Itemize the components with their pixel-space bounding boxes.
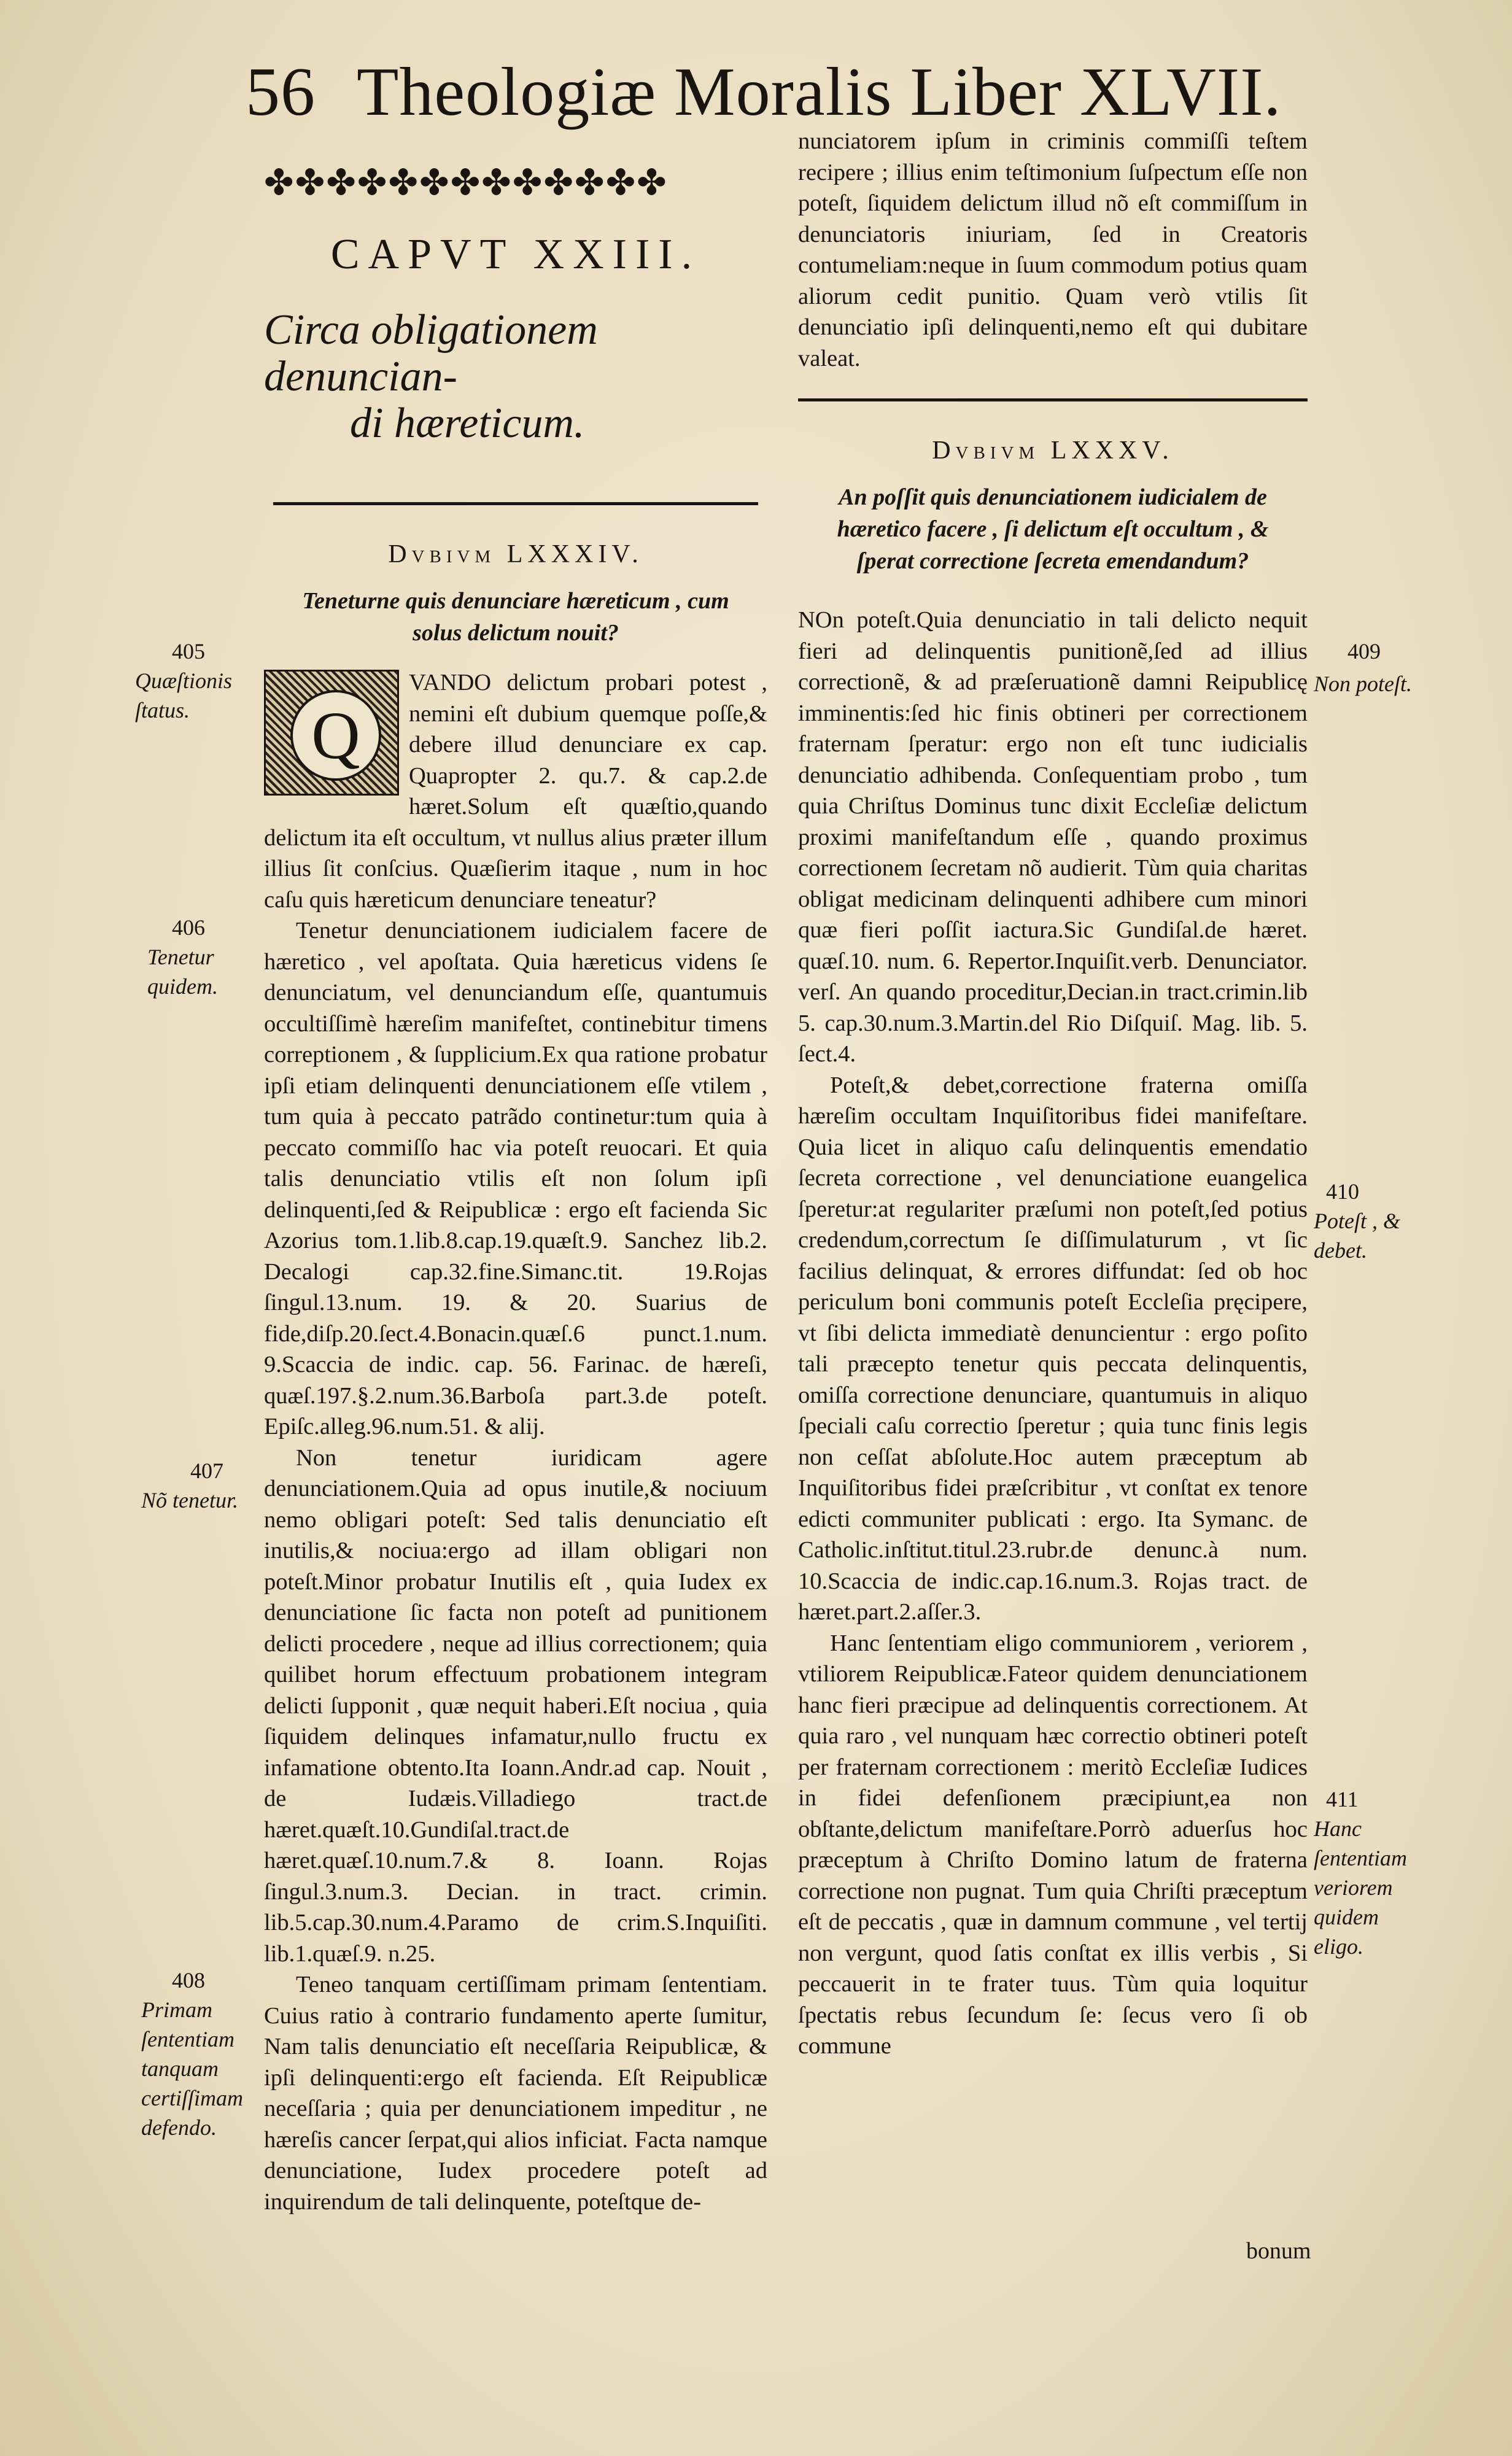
paragraph-405 (264, 667, 767, 915)
dubium-heading: Dvbivm LXXXIV. (388, 540, 643, 568)
catchword: bonum (1246, 2238, 1311, 2264)
paragraph-411: Hanc ſententiam eligo communiorem , veriorem , vtiliorem Reipublicæ.Fateor quidem denunciationem hanc fieri præcipue ad delinquentis correctionem. At quia raro , vel nunquam hæc correctio obtineri poteſt per fraternam correctionem : meritò Eccleſiæ Iudices in fidei defenſionem præcipiunt,ea non obſtante,delictum manifeſtare.Porrò aduerſus hoc præceptum à Chriſto Domino latum de fraterna correctione non pugnat. Tum quia Chriſti præceptum eſt de peccatis , quæ in damnum commune , vel tertij non vergunt, quod ſatis conſtat ex illis verbis , Si peccauerit in te frater tuus. Tùm quia loquitur ſpectatis rebus ſecundum ſe: ſecus vero ſi ob commune (798, 1630, 1308, 2059)
section-rule (273, 502, 758, 505)
chapter-subtitle-line1: Circa obligationem denuncian- (264, 306, 598, 400)
chapter-subtitle (264, 307, 767, 447)
dubium-question: Teneturne quis denunciare hæreticum , cum solus delictum nouit? (302, 588, 729, 646)
margin-note-408: Primam ſententiam tanquam certiſſimam defendo. (141, 1997, 243, 2140)
paragraph-405-text: VANDO delictum probari potest , nemini eſt dubium quemque poſſe,& debere illud denunciare ex cap. Quapropter 2. qu.7. & cap.2.de hæret.Solum eſt quæſtio,quando delictum ita eſt occultum, vt nullus alius præter illum illius ſit conſcius. Quæſierim itaque , num in hoc caſu quis hæreticum denunciare teneatur? (264, 670, 767, 913)
continuation-text: nunciatorem ipſum in criminis commiſſi teſtem recipere ; illius enim teſtimonium ſuſpectum eſſe non poteſt, ſiquidem delictum illud nõ eſt commiſſum in denunciatoris iniuriam, ſed in Creatoris contumeliam:neque in ſuum commodum potius quam aliorum cedit punitio. Quam verò vtilis ſit denunciatio ipſi delinquenti,nemo eſt qui dubitare valeat. (798, 128, 1308, 371)
paragraph-410: Poteſt,& debet,correctione fraterna omiſſa hæreſim occultam Inquiſitoribus fidei manifeſtare. Quia licet in aliquo caſu delinquentis emendatio ſecreta correctione , vel denunciatione euangelica ſperetur:at regulariter præſumi non poteſt,ſed potius credendum,correctum ſe diſſimulaturum , vt ſic facilius delinquat, & errores diffundat: ſed ob hoc periculum boni communis poteſt Eccleſia pręcipere, vt ſibi delicta immediatè denuncientur : ergo poſito tali præcepto tenetur quis peccata delinquentis, omiſſa correctione denunciare, quantumuis in aliquo ſpeciali caſu correctio ſperetur ; quia tunc finis legis non ceſſat abſolute.Hoc autem præceptum ab Inquiſitoribus fidei præſcribitur , vt conſtat ex tenore edicti communiter publicati : ergo. Ita Symanc. de Catholic.inſtitut.titul.23.rubr.de denunc.à num. 10.Scaccia de indic.cap.16.num.3. Rojas tract. de hæret.part.2.aſſer.3. (798, 1072, 1308, 1625)
margin-note-410: Poteſt , & debet. (1314, 1209, 1400, 1263)
paragraph-407: Non tenetur iuridicam agere denunciationem.Quia ad opus inutile,& nociuum nemo obligari poteſt: Sed talis denunciatio eſt inutilis,& nociua:ergo ad illam obligari non poteſt.Minor probatur Inutilis eſt , quia Iudex ex denunciatione ſic facta non poteſt ad punitionem delicti procedere , neque ad illius correctionem; quia quilibet horum effectuum probationem integram delicti ſupponit , quæ nequit haberi.Eſt nociua , quia ſiquidem delinques infamatur,nullo fructu ex infamatione obtento.Ita Ioann.Andr.ad cap. Nouit , de Iudæis.Villadiego tract.de hæret.quæſt.10.Gundiſal.tract.de hæret.quæſ.10.num.7.& 8. Ioann. Rojas ſingul.3.num.3. Decian. in tract. crimin. lib.5.cap.30.num.4.Paramo de crim.S.Inquiſiti. lib.1.quæſ.9. n.25. (264, 1444, 767, 1967)
paragraph-409: NOn poteſt.Quia denunciatio in tali delicto nequit fieri ad delinquentis punitionẽ,ſed ad illius correctionẽ, & ad præſeruationẽ damni Reipublicę imminentis:ſed hic finis obtineri per correctionem fraternam ſperatur: ergo non eſt tunc iudicialis denunciatio adhibenda. Conſequentiam probo , tum quia Chriſtus Dominus tunc dixit Eccleſiæ delictum proximi manifeſtandum eſſe , quando proximus correctionem ſecretam nõ audierit. Tùm quia charitas obligat medicinam delinquenti adhibere cum minori quæ fieri poſſit iactura.Sic Gundiſal.de hæret. quæſ.10. num. 6. Repertor.Inquiſit.verb. Denunciator. verſ. An quando proceditur,Decian.in tract.crimin.lib 5. cap.30.num.3.Martin.del Rio Diſquiſ. Mag. lib. 5. ſect.4. (798, 607, 1308, 1067)
paragraph-408: Teneo tanquam certiſſimam primam ſententiam. Cuius ratio à contrario fundamento aperte ſumitur, Nam talis denunciatio eſt neceſſaria Reipublicæ, & ipſi delinquenti:ergo eſt facienda. Eſt Reipublicæ neceſſaria ; quia per denunciationem impeditur , ne hæreſis cancer ſerpat,qui alios inficiat. Facta namque denunciatione, Iudex procedere poteſt ad inquirendum de tali delinquente, poteſtque de- (264, 1972, 767, 2215)
dubium-question-right: An poſſit quis denunciationem iudicialem de hæretico facere , ſi delictum eſt occultum , & ſperat correctione ſecreta emendandum? (837, 484, 1269, 574)
body-text-right (798, 605, 1308, 2062)
dubium-heading-right: Dvbivm LXXXV. (932, 436, 1174, 465)
section-rule-right (798, 398, 1308, 401)
ornament-band: ✤✤✤✤✤✤✤✤✤✤✤✤✤ (264, 163, 668, 203)
right-column (798, 126, 1308, 2062)
paragraph-406: Tenetur denunciationem iudicialem facere de hæretico , vel apoſtata. Quia hæreticus videns ſe denunciatum, vel denunciandum eſſe, quantumuis occultiſſimè hæreſim manifeſtet, continebitur timens correptionem , & ſupplicium.Ex qua ratione probatur ipſi etiam delinquenti denunciationem eſſe vtilem , tum quia à peccato patrãdo continetur:tum quia à peccato commiſſo hac via poteſt reuocari. Et quia talis denunciatio vtilis eſt non ſolum ipſi delinquenti,ſed & Reipublicæ : ergo eſt facienda Sic Azorius tom.1.lib.8.cap.19.quæſt.9. Sanchez lib.2. Decalogi cap.32.fine.Simanc.tit. 19.Rojas ſingul.13.num. 19. & 20. Suarius de fide,diſp.20.ſect.4.Bonacin.quæſ.6 punct.1.num. 9.Scaccia de indic. cap. 56. Farinac. de hæreſi, quæſ.197.§.2.num.36.Barboſa part.3.de poteſt. Epiſc.alleg.96.num.51. & alij. (264, 918, 767, 1439)
chapter-title: CAPVT XXIII. (330, 231, 701, 278)
margin-number-409: 409 (1347, 639, 1381, 664)
margin-note-407: Nõ tenetur. (141, 1488, 238, 1513)
left-column (264, 157, 767, 2217)
running-head (246, 46, 1289, 138)
margin-note-406: Tenetur quidem. (147, 945, 218, 999)
margin-number-408: 408 (172, 1968, 205, 1993)
dropcap-initial: Q (264, 670, 399, 796)
page-number: 56 (246, 54, 316, 130)
margin-note-411: Hanc ſententiam veriorem quidem eligo. (1314, 1816, 1407, 1959)
body-text-left (264, 667, 767, 2217)
margin-number-407: 407 (190, 1458, 223, 1483)
margin-note-409: Non poteſt. (1314, 672, 1412, 696)
margin-number-406: 406 (172, 915, 205, 940)
chapter-subtitle-line2: di hæreticum. (350, 400, 585, 447)
margin-number-410: 410 (1326, 1179, 1359, 1204)
margin-number-405: 405 (172, 639, 205, 664)
running-title: Theologiæ Moralis Liber XLVII. (356, 54, 1282, 130)
margin-number-411: 411 (1326, 1787, 1359, 1811)
margin-note-405: Quæſtionis ſtatus. (135, 668, 233, 722)
